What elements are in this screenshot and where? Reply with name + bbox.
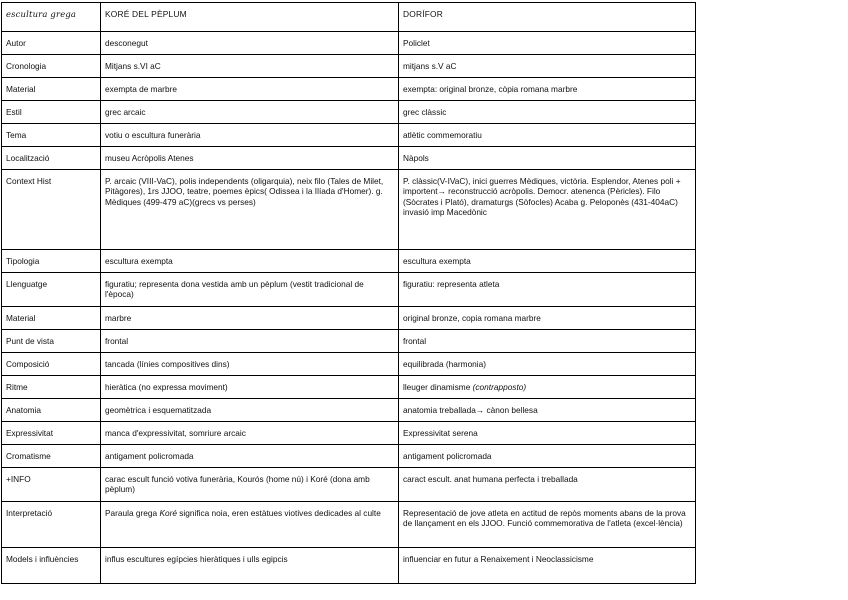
table-row bbox=[2, 307, 696, 330]
dorifor-cell: influenciar en futur a Renaixement i Neoclassicisme bbox=[399, 548, 696, 584]
row-label: Models i influències bbox=[2, 548, 101, 584]
row-label: Ritme bbox=[2, 376, 101, 399]
ritme-text: lleuger dinamisme bbox=[403, 382, 473, 392]
dorifor-cell: original bronze, copia romana marbre bbox=[399, 307, 696, 330]
table-row bbox=[2, 353, 696, 376]
table-row bbox=[2, 468, 696, 502]
row-label: Expressivitat bbox=[2, 422, 101, 445]
kore-cell: P. arcaic (VIII-VaC), polis independents (oligarquia), neix filo (Tales de Milet, Pitàgores), 1rs JJOO, teatre, poemes èpics( Odissea i la Ilíada d'Homer). g. Mèdiques (499-479 aC)(grecs vs perses) bbox=[101, 170, 399, 250]
table-row bbox=[2, 124, 696, 147]
table-row bbox=[2, 548, 696, 584]
row-label: Tema bbox=[2, 124, 101, 147]
table-row bbox=[2, 399, 696, 422]
kore-cell: frontal bbox=[101, 330, 399, 353]
row-label: Estil bbox=[2, 101, 101, 124]
dorifor-cell: anatomia treballada→ cànon bellesa bbox=[399, 399, 696, 422]
row-label: Context Hist bbox=[2, 170, 101, 250]
kore-cell: antigament policromada bbox=[101, 445, 399, 468]
dorifor-cell: frontal bbox=[399, 330, 696, 353]
comparison-table bbox=[1, 2, 696, 584]
table-row bbox=[2, 422, 696, 445]
row-label: Composició bbox=[2, 353, 101, 376]
dorifor-cell: Policlet bbox=[399, 32, 696, 55]
dorifor-cell: Representació de jove atleta en actitud de repòs moments abans de la prova de llançament en els JJOO. Funció commemorativa de l'atleta (excel·lència) bbox=[399, 502, 696, 548]
kore-cell: desconegut bbox=[101, 32, 399, 55]
row-label: Tipologia bbox=[2, 250, 101, 273]
header-subject: escultura grega bbox=[2, 3, 101, 32]
kore-cell: grec arcaic bbox=[101, 101, 399, 124]
row-label: Cronologia bbox=[2, 55, 101, 78]
kore-cell: marbre bbox=[101, 307, 399, 330]
table-row bbox=[2, 32, 696, 55]
kore-cell: manca d'expressivitat, somriure arcaic bbox=[101, 422, 399, 445]
kore-cell: exempta de marbre bbox=[101, 78, 399, 101]
kore-cell: escultura exempta bbox=[101, 250, 399, 273]
table-row bbox=[2, 502, 696, 548]
row-label: Interpretació bbox=[2, 502, 101, 548]
kore-cell: geomètrica i esquematitzada bbox=[101, 399, 399, 422]
row-label: Autor bbox=[2, 32, 101, 55]
header-kore: KORÉ DEL PÈPLUM bbox=[101, 3, 399, 32]
dorifor-cell: equilibrada (harmonia) bbox=[399, 353, 696, 376]
dorifor-cell: caract escult. anat humana perfecta i treballada bbox=[399, 468, 696, 502]
row-label: Anatomia bbox=[2, 399, 101, 422]
kore-cell: museu Acròpolis Atenes bbox=[101, 147, 399, 170]
table-row bbox=[2, 330, 696, 353]
table-row bbox=[2, 170, 696, 250]
dorifor-cell: atlètic commemoratiu bbox=[399, 124, 696, 147]
table-row bbox=[2, 101, 696, 124]
row-label: +INFO bbox=[2, 468, 101, 502]
header-dorifor: DORÍFOR bbox=[399, 3, 696, 32]
row-label: Material bbox=[2, 78, 101, 101]
dorifor-cell: escultura exempta bbox=[399, 250, 696, 273]
kore-cell: carac escult funció votiva funerària, Kourós (home nú) i Koré (dona amb pèplum) bbox=[101, 468, 399, 502]
table-row bbox=[2, 78, 696, 101]
kore-cell: hieràtica (no expressa moviment) bbox=[101, 376, 399, 399]
kore-cell: tancada (línies compositives dins) bbox=[101, 353, 399, 376]
interpretacio-text-b: significa noia, eren estàtues viotives dedicades al culte bbox=[176, 508, 381, 518]
table-row bbox=[2, 376, 696, 399]
dorifor-cell: Expressivitat serena bbox=[399, 422, 696, 445]
row-label: Material bbox=[2, 307, 101, 330]
interpretacio-text-a: Paraula grega bbox=[105, 508, 160, 518]
dorifor-cell bbox=[399, 376, 696, 399]
row-label: Cromatisme bbox=[2, 445, 101, 468]
dorifor-cell: grec clàssic bbox=[399, 101, 696, 124]
dorifor-cell: exempta: original bronze, còpia romana marbre bbox=[399, 78, 696, 101]
dorifor-cell: P. clàssic(V-IVaC), inici guerres Mèdiques, victòria. Esplendor, Atenes poli + importent→ reconstrucció acròpolis. Democr. atenenca (Pèricles). Filo (Sòcrates i Plató), dramaturgs (Sòfocles) Acaba g. Peloponès (431-404aC) invasió imp Macedònic bbox=[399, 170, 696, 250]
kore-cell: Mitjans s.VI aC bbox=[101, 55, 399, 78]
row-label: Localització bbox=[2, 147, 101, 170]
kore-cell: influs escultures egípcies hieràtiques i ulls egipcis bbox=[101, 548, 399, 584]
row-label: Punt de vista bbox=[2, 330, 101, 353]
header-row bbox=[2, 3, 696, 32]
dorifor-cell: mitjans s.V aC bbox=[399, 55, 696, 78]
table-row bbox=[2, 55, 696, 78]
kore-cell: figuratiu; representa dona vestida amb un pèplum (vestit tradicional de l'època) bbox=[101, 273, 399, 307]
kore-term: Koré bbox=[159, 508, 177, 518]
row-label: Llenguatge bbox=[2, 273, 101, 307]
table-row bbox=[2, 147, 696, 170]
kore-cell: votiu o escultura funerària bbox=[101, 124, 399, 147]
table-row bbox=[2, 250, 696, 273]
dorifor-cell: antigament policromada bbox=[399, 445, 696, 468]
table-row bbox=[2, 273, 696, 307]
kore-cell bbox=[101, 502, 399, 548]
contrapposto-term: (contrapposto) bbox=[472, 382, 527, 392]
dorifor-cell: Nàpols bbox=[399, 147, 696, 170]
table-row bbox=[2, 445, 696, 468]
dorifor-cell: figuratiu: representa atleta bbox=[399, 273, 696, 307]
